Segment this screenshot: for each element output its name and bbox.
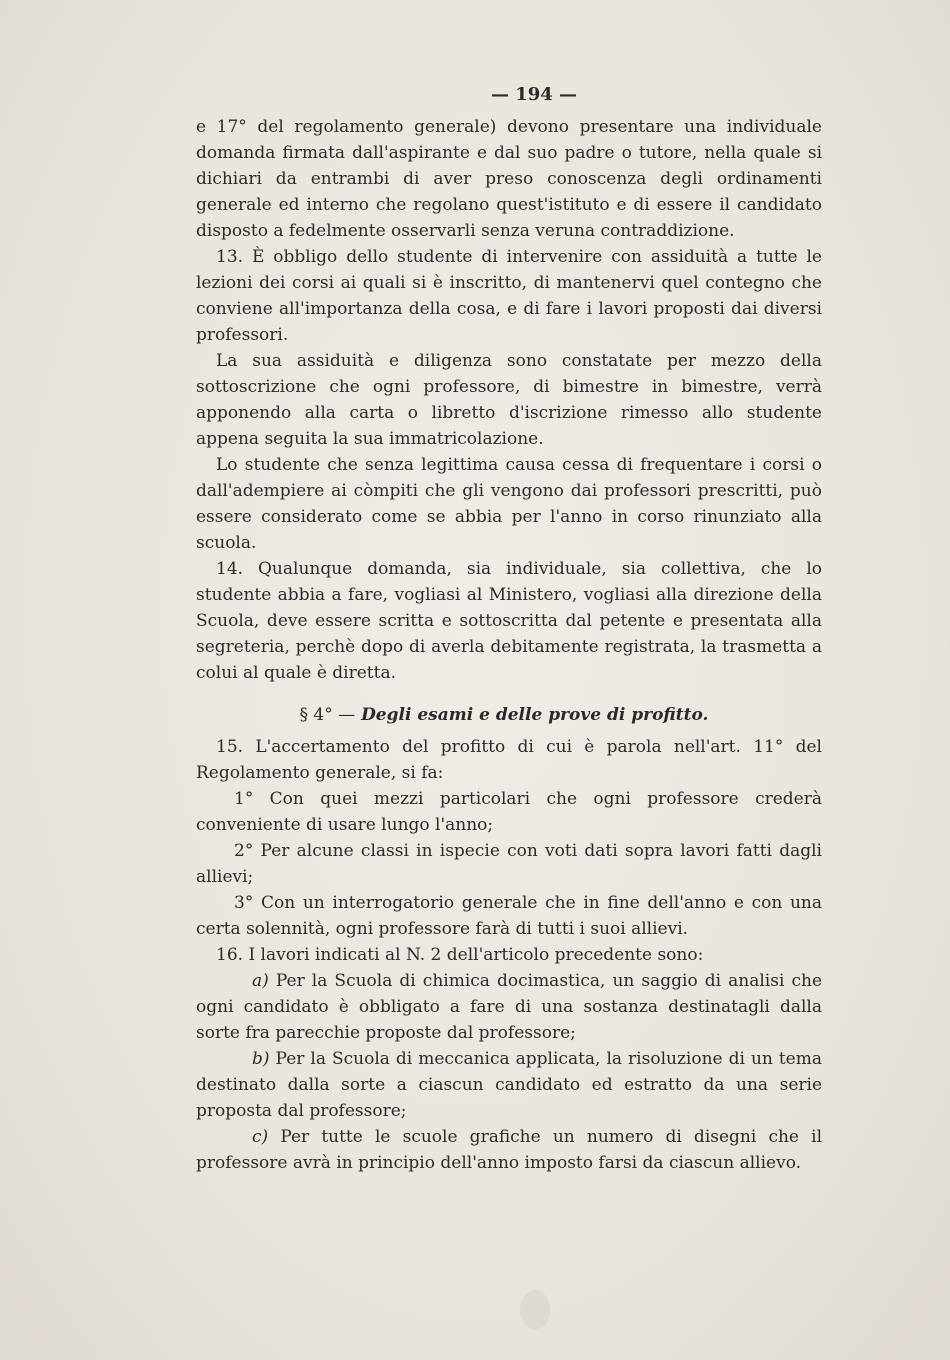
- paper-stain: [520, 1290, 550, 1330]
- list-item-b: [196, 1046, 822, 1124]
- article-14: 14. Qualunque domanda, sia individuale, sia collettiva, che lo studente abbia a fare, vogliasi al Ministero, vogliasi alla direzione della Scuola, deve essere scritta e sottoscritta dal petente e presentata alla segreteria, perchè dopo di averla debitamente registrata, la trasmetta a colui al quale è diretta.: [196, 559, 822, 683]
- list-text-b: Per la Scuola di meccanica applicata, la risoluzione di un tema destinato dalla sorte a ciascun candidato ed estratto da una serie proposta dal professore;: [196, 1049, 822, 1121]
- section-sign: § 4° —: [299, 705, 356, 725]
- list-label-b: b): [252, 1049, 270, 1069]
- paragraph-withdrawal: Lo studente che senza legittima causa cessa di frequentare i corsi o dall'adempiere ai còmpiti che gli vengono dai professori prescritti, può essere considerato come se abbia per l'anno in corso rinunziato alla scuola.: [196, 455, 822, 553]
- article-16: 16. I lavori indicati al N. 2 dell'articolo precedente sono:: [216, 945, 704, 965]
- list-item-2: 2° Per alcune classi in ispecie con voti dati sopra lavori fatti dagli allievi;: [196, 841, 822, 887]
- section-heading: [196, 702, 822, 728]
- paragraph-attendance: La sua assiduità e diligenza sono constatate per mezzo della sottoscrizione che ogni professore, di bimestre in bimestre, verrà apponendo alla carta o libretto d'iscrizione rimesso allo studente appena seguita la sua immatricolazione.: [196, 351, 822, 449]
- paragraph-continuation: e 17° del regolamento generale) devono presentare una individuale domanda firmata dall'aspirante e dal suo padre o tutore, nella quale si dichiari da entrambi di aver preso conoscenza degli ordinamenti generale ed interno che regolano quest'istituto e di essere il candidato disposto a fedelmente osservarli senza veruna contraddizione.: [196, 117, 822, 241]
- list-item-1: 1° Con quei mezzi particolari che ogni professore crederà conveniente di usare lungo l'anno;: [196, 789, 822, 835]
- list-item-3: 3° Con un interrogatorio generale che in fine dell'anno e con una certa solennità, ogni professore farà di tutti i suoi allievi.: [196, 893, 822, 939]
- list-item-a: [196, 968, 822, 1046]
- list-text-c: Per tutte le scuole grafiche un numero di disegni che il professore avrà in principio dell'anno imposto farsi da ciascun allievo.: [196, 1127, 823, 1173]
- list-item-c: [196, 1124, 822, 1176]
- article-13: 13. È obbligo dello studente di intervenire con assiduità a tutte le lezioni dei corsi ai quali si è inscritto, di mantenervi quel contegno che conviene all'importanza della cosa, e di fare i lavori proposti dai diversi professori.: [196, 247, 822, 345]
- page-text: [196, 82, 822, 1176]
- section-title: Degli esami e delle prove di profitto.: [361, 705, 709, 725]
- article-15: 15. L'accertamento del profitto di cui è parola nell'art. 11° del Regolamento generale, si fa:: [196, 737, 822, 783]
- list-text-a: Per la Scuola di chimica docimastica, un saggio di analisi che ogni candidato è obbligato a fare di una sostanza destinatagli dalla sorte fra parecchie proposte dal professore;: [196, 971, 823, 1043]
- page-number: — 194 —: [490, 84, 578, 105]
- list-label-a: a): [252, 971, 269, 991]
- list-label-c: c): [252, 1127, 269, 1147]
